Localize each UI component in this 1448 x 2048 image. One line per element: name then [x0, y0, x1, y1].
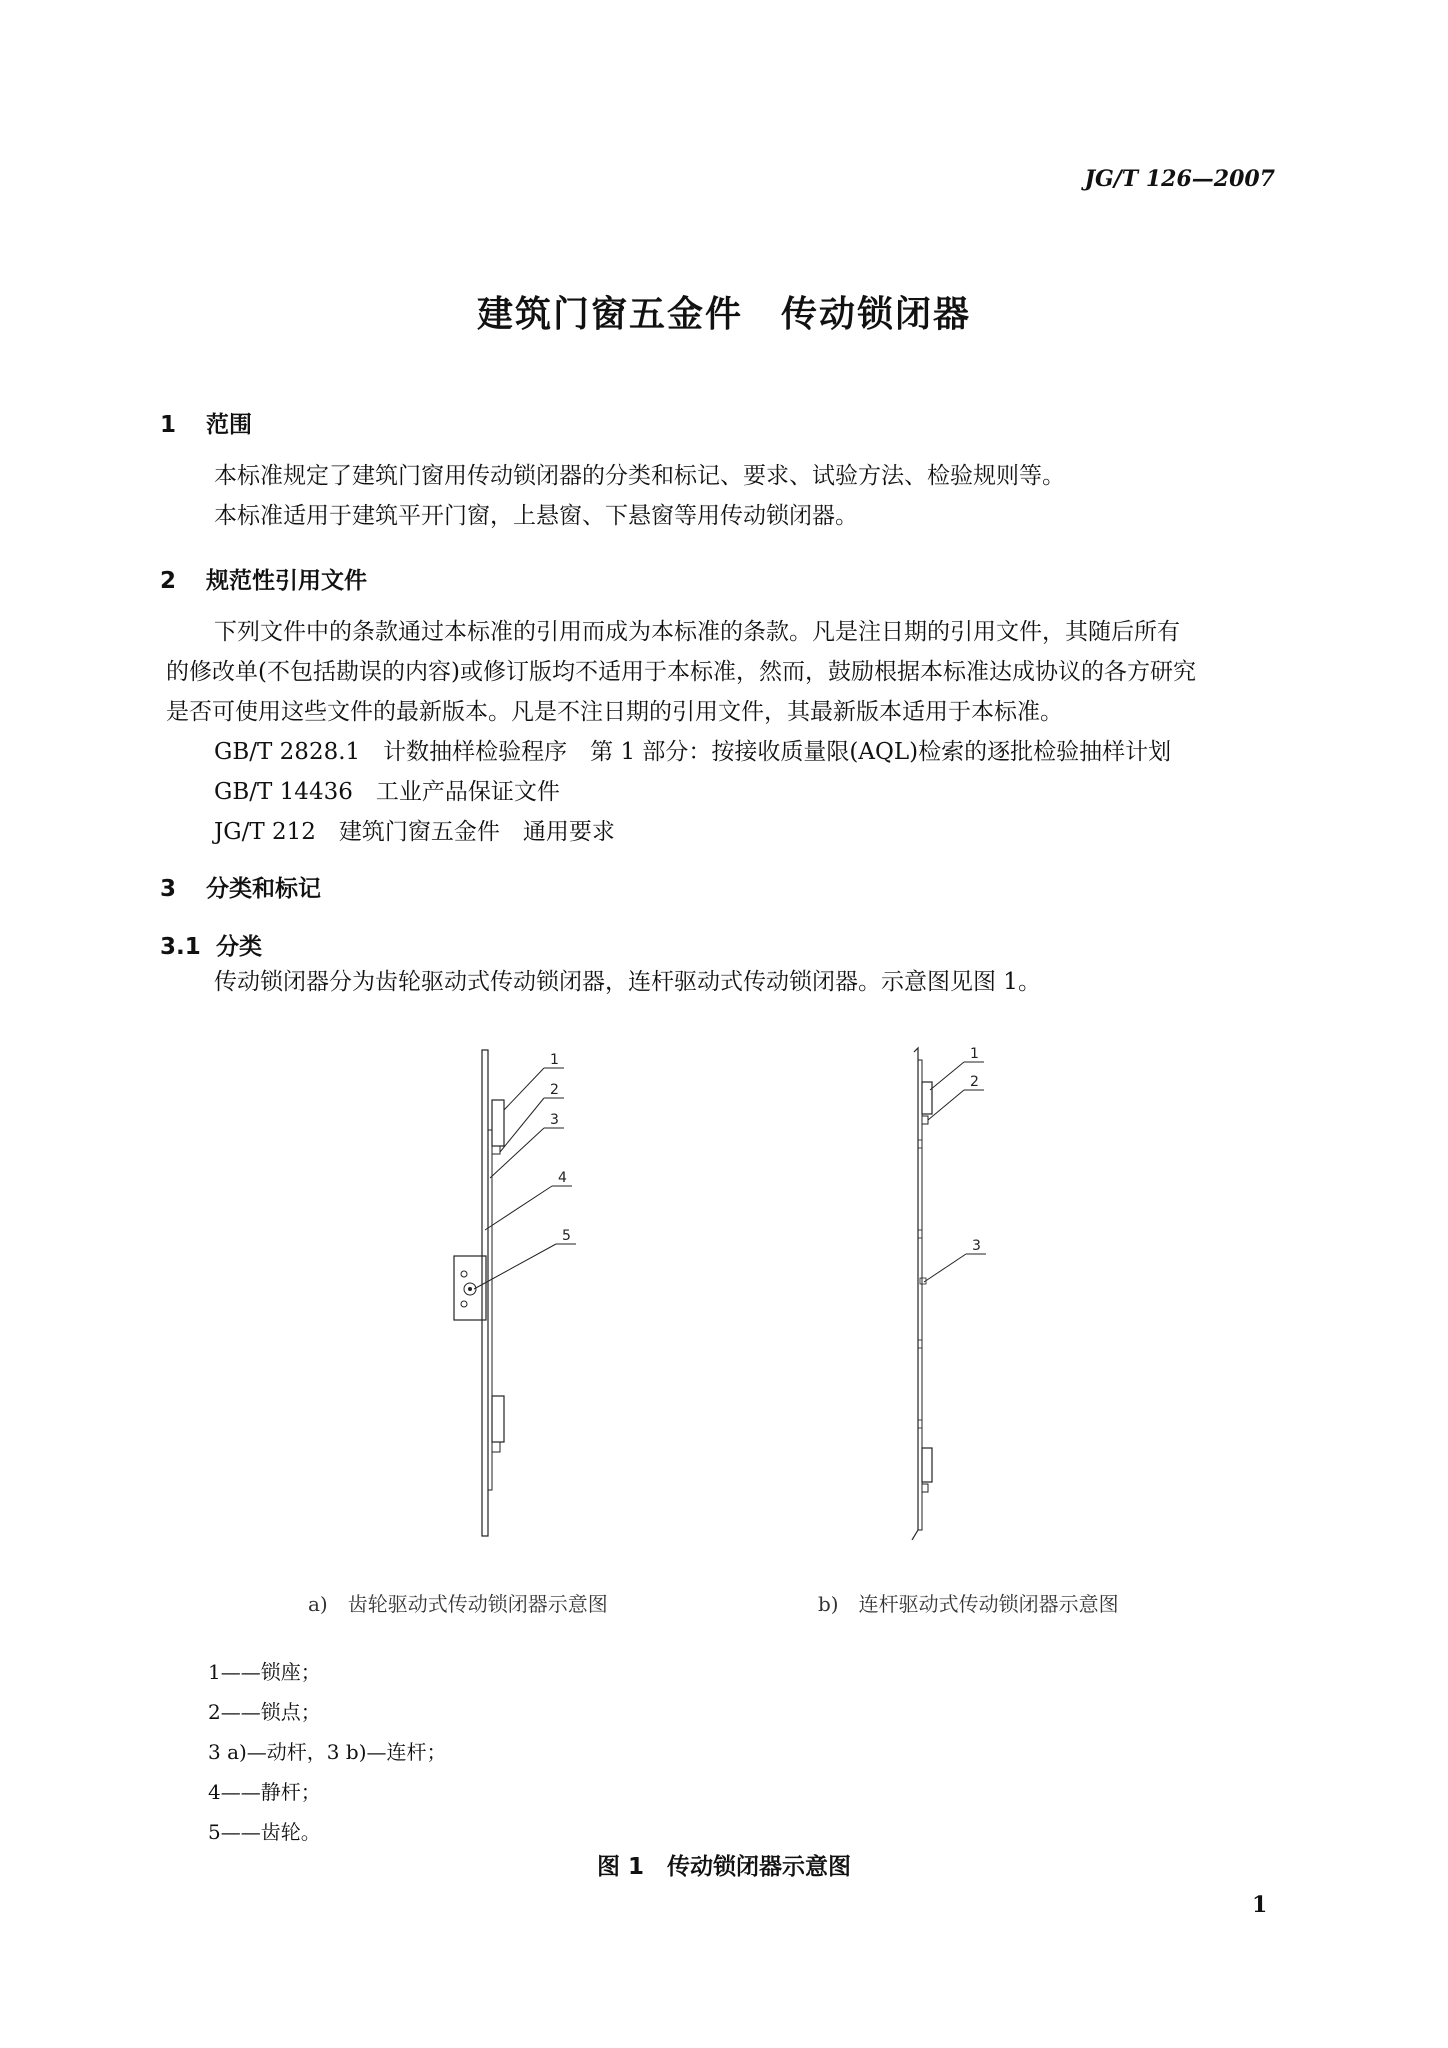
callout-label-3: 3 — [972, 1238, 981, 1254]
section-title: 分类和标记 — [206, 876, 321, 902]
section-number: 3 — [160, 876, 177, 902]
figure-a-gear-driven-diagram — [440, 1040, 600, 1540]
page-number: 1 — [1252, 1892, 1268, 1918]
section-1-para-1: 本标准规定了建筑门窗用传动锁闭器的分类和标记、要求、试验方法、检验规则等。 — [214, 463, 1065, 489]
section-2-heading — [160, 562, 367, 595]
section-2-line-2: 的修改单(不包括勘误的内容)或修订版均不适用于本标准，然而，鼓励根据本标准达成协议的各方研究 — [166, 659, 1196, 685]
section-3-1-heading — [160, 928, 262, 961]
figure-b-caption: b) 连杆驱动式传动锁闭器示意图 — [818, 1592, 1119, 1616]
legend-item: 2——锁点； — [208, 1700, 321, 1724]
callout-label-4: 4 — [558, 1170, 567, 1186]
legend-item: 5——齿轮。 — [208, 1820, 321, 1844]
section-2-line-1: 下列文件中的条款通过本标准的引用而成为本标准的条款。凡是注日期的引用文件，其随后所有 — [214, 619, 1180, 645]
section-3-1-text: 传动锁闭器分为齿轮驱动式传动锁闭器，连杆驱动式传动锁闭器。示意图见图 1。 — [214, 969, 1041, 995]
section-1-heading — [160, 406, 252, 439]
figure-legend — [208, 1652, 447, 1852]
section-title: 规范性引用文件 — [206, 568, 367, 594]
figure-title: 图 1 传动锁闭器示意图 — [596, 1854, 851, 1880]
section-number: 1 — [160, 412, 177, 438]
section-2-line-3: 是否可使用这些文件的最新版本。凡是不注日期的引用文件，其最新版本适用于本标准。 — [166, 699, 1063, 725]
callout-label-3: 3 — [550, 1112, 559, 1128]
document-title: 建筑门窗五金件 传动锁闭器 — [476, 294, 971, 335]
section-number: 2 — [160, 568, 177, 594]
section-1-para-2: 本标准适用于建筑平开门窗，上悬窗、下悬窗等用传动锁闭器。 — [214, 503, 858, 529]
callout-label-2: 2 — [970, 1074, 979, 1090]
legend-item: 1——锁座； — [208, 1660, 321, 1684]
section-3-heading — [160, 870, 321, 903]
standard-code: JG/T 126—2007 — [1084, 166, 1275, 192]
figure-b-link-driven-diagram — [890, 1040, 1030, 1540]
section-title: 范围 — [206, 412, 252, 438]
reference-item: JG/T 212 建筑门窗五金件 通用要求 — [214, 819, 615, 845]
callout-label-5: 5 — [562, 1228, 571, 1244]
legend-item: 4——静杆； — [208, 1780, 321, 1804]
callout-label-1: 1 — [970, 1046, 979, 1062]
reference-item: GB/T 2828.1 计数抽样检验程序 第 1 部分：按接收质量限(AQL)检索的逐批检验抽样计划 — [214, 739, 1172, 765]
section-title: 分类 — [216, 934, 262, 960]
section-number: 3.1 — [160, 934, 201, 960]
figure-a-caption: a) 齿轮驱动式传动锁闭器示意图 — [308, 1592, 608, 1616]
legend-item: 3 a)—动杆，3 b)—连杆； — [208, 1740, 447, 1764]
callout-label-1: 1 — [550, 1052, 559, 1068]
reference-list — [214, 732, 1171, 852]
callout-label-2: 2 — [550, 1082, 559, 1098]
reference-item: GB/T 14436 工业产品保证文件 — [214, 779, 560, 805]
